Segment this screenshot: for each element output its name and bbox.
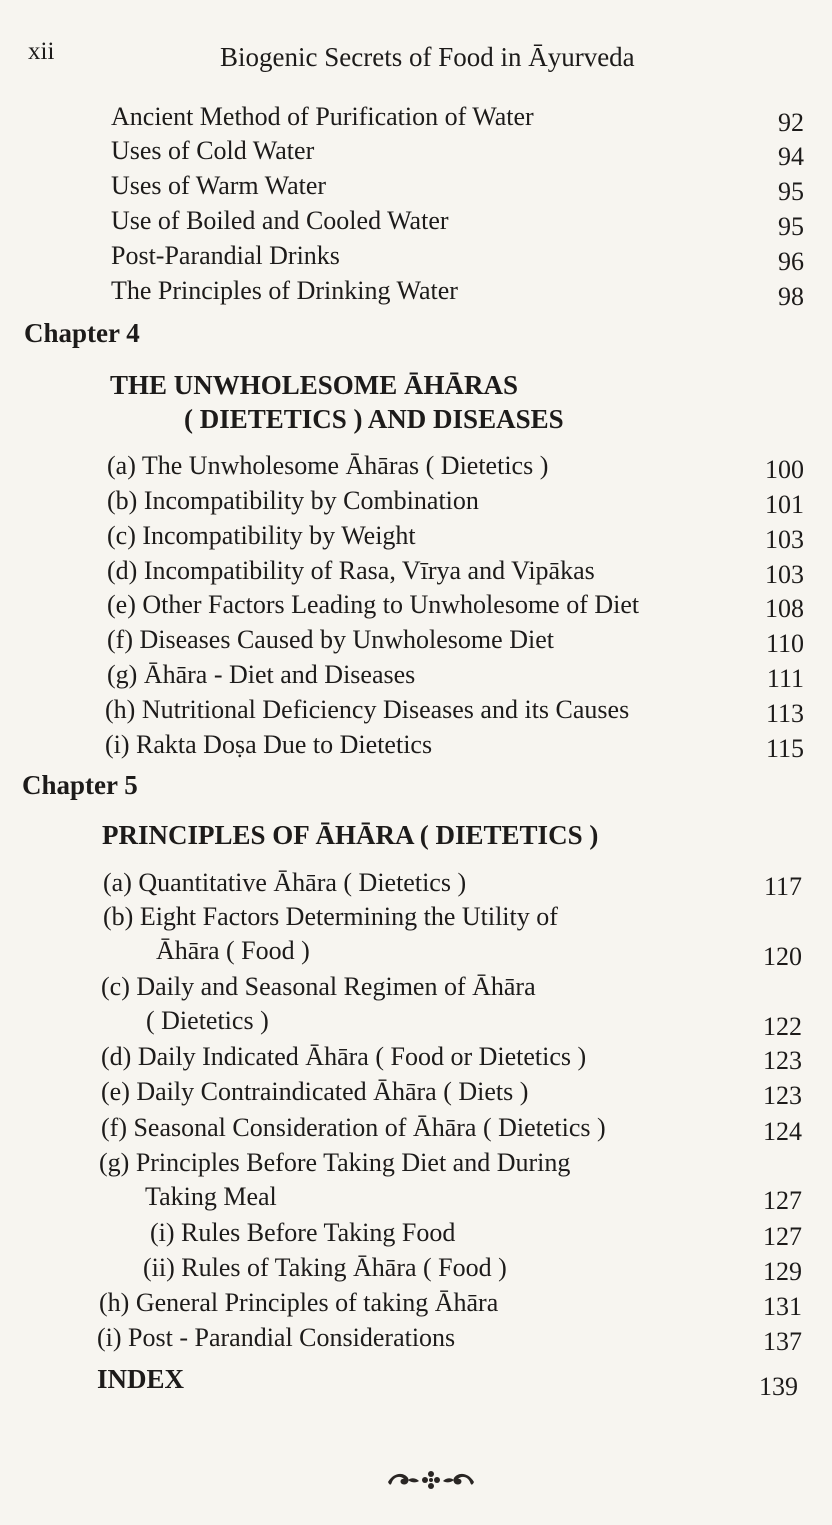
- toc-entry-page: 115: [765, 734, 804, 763]
- toc-entry-page: 120: [763, 942, 802, 971]
- toc-entry-page: 123: [763, 1081, 802, 1110]
- toc-entry-title: (h) General Principles of taking Āhāra: [99, 1288, 499, 1317]
- page-number: xii: [28, 38, 55, 65]
- toc-entry-title: Taking Meal: [145, 1182, 277, 1211]
- toc-entry-title: Post-Parandial Drinks: [111, 241, 340, 270]
- toc-entry-page: 137: [763, 1327, 802, 1356]
- toc-entry-page: 92: [778, 108, 804, 137]
- toc-entry-page: 103: [765, 560, 804, 589]
- toc-entry-title: (g) Principles Before Taking Diet and During: [99, 1148, 571, 1177]
- toc-entry-page: 117: [763, 872, 802, 901]
- toc-entry-page: 103: [765, 525, 804, 554]
- toc-entry-title: The Principles of Drinking Water: [111, 276, 458, 305]
- toc-entry-page: 123: [763, 1046, 802, 1075]
- toc-entry-page: 124: [763, 1117, 802, 1146]
- toc-entry-title: Uses of Warm Water: [111, 171, 327, 200]
- toc-entry-title: (d) Daily Indicated Āhāra ( Food or Dietetics ): [101, 1042, 587, 1071]
- chapter-4-title-line-1: THE UNWHOLESOME ĀHĀRAS: [110, 370, 519, 400]
- toc-entry-page: 129: [763, 1257, 802, 1286]
- toc-entry-page: 95: [778, 212, 804, 241]
- toc-entry-page: 122: [763, 1012, 802, 1041]
- chapter-5-label: Chapter 5: [22, 770, 138, 800]
- toc-entry-title: Ancient Method of Purification of Water: [111, 102, 534, 131]
- running-title: Biogenic Secrets of Food in Āyurveda: [220, 42, 635, 72]
- toc-entry-page: 98: [778, 282, 804, 311]
- chapter-4-title-line-2: ( DIETETICS ) AND DISEASES: [184, 404, 564, 434]
- toc-entry-title: (a) Quantitative Āhāra ( Dietetics ): [103, 868, 467, 897]
- toc-entry-title: (h) Nutritional Deficiency Diseases and its Causes: [105, 695, 630, 724]
- index-page-number: 139: [759, 1372, 798, 1401]
- toc-entry-page: 94: [778, 142, 804, 171]
- toc-entry-title: ( Dietetics ): [146, 1006, 269, 1035]
- toc-entry-title: (b) Incompatibility by Combination: [107, 486, 479, 515]
- toc-entry-title: (f) Diseases Caused by Unwholesome Diet: [107, 625, 554, 654]
- toc-entry-title: (e) Other Factors Leading to Unwholesome of Diet: [107, 590, 640, 619]
- toc-entry-page: 111: [766, 664, 804, 693]
- toc-entry-page: 96: [778, 247, 804, 276]
- toc-entry-page: 127: [763, 1186, 802, 1215]
- toc-entry-title: (e) Daily Contraindicated Āhāra ( Diets ): [101, 1077, 529, 1106]
- toc-entry-title: (ii) Rules of Taking Āhāra ( Food ): [143, 1253, 507, 1282]
- toc-entry-page: 110: [765, 629, 804, 658]
- toc-entry-title: (i) Rules Before Taking Food: [150, 1218, 456, 1247]
- toc-entry-page: 131: [763, 1292, 802, 1321]
- toc-entry-title: (g) Āhāra - Diet and Diseases: [107, 660, 416, 689]
- chapter-5-title: PRINCIPLES OF ĀHĀRA ( DIETETICS ): [102, 820, 599, 850]
- fleuron-ornament-icon: [386, 1466, 476, 1494]
- toc-entry-title: (c) Incompatibility by Weight: [107, 521, 416, 550]
- toc-entry-page: 100: [765, 455, 804, 484]
- toc-entry-page: 95: [778, 177, 804, 206]
- chapter-4-label: Chapter 4: [24, 318, 140, 348]
- page-header: [0, 38, 832, 74]
- toc-entry-page: 108: [765, 594, 804, 623]
- toc-entry-title: (b) Eight Factors Determining the Utility of: [103, 902, 558, 931]
- toc-entry-page: 101: [765, 490, 804, 519]
- toc-entry-title: (c) Daily and Seasonal Regimen of Āhāra: [101, 972, 536, 1001]
- toc-entry-title: (f) Seasonal Consideration of Āhāra ( Dietetics ): [101, 1113, 606, 1142]
- toc-entry-title: (a) The Unwholesome Āhāras ( Dietetics ): [107, 451, 549, 480]
- toc-entry-title: Uses of Cold Water: [111, 136, 315, 165]
- toc-entry-page: 127: [763, 1222, 802, 1251]
- toc-entry-title: Āhāra ( Food ): [156, 936, 310, 965]
- toc-entry-title: (i) Post - Parandial Considerations: [97, 1323, 456, 1352]
- toc-entry-title: (i) Rakta Doṣa Due to Dietetics: [105, 730, 433, 759]
- toc-entry-page: 113: [765, 699, 804, 728]
- toc-entry-title: (d) Incompatibility of Rasa, Vīrya and Vipākas: [107, 556, 595, 585]
- index-label: INDEX: [97, 1364, 185, 1394]
- toc-entry-title: Use of Boiled and Cooled Water: [111, 206, 449, 235]
